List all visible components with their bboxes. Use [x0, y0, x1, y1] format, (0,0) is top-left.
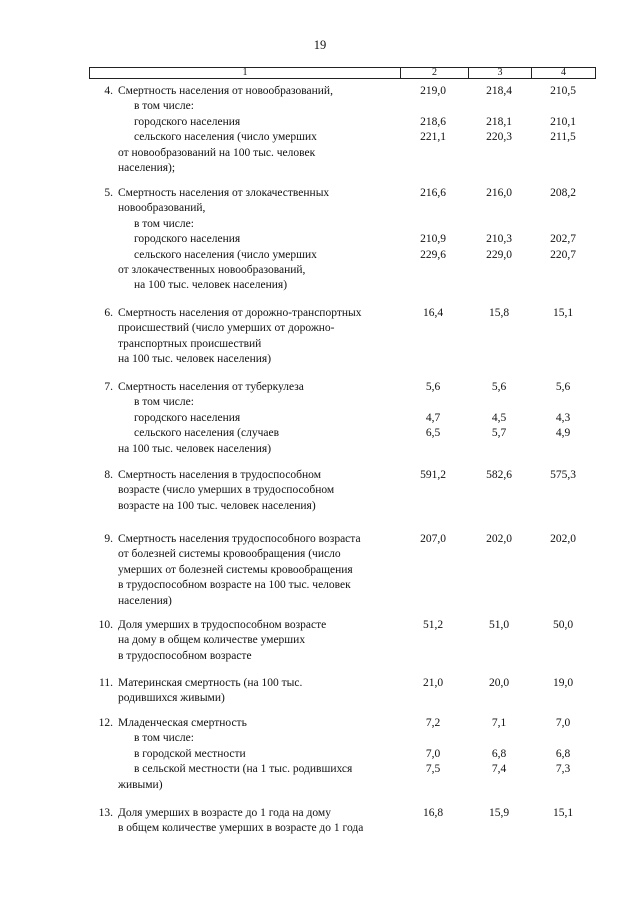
value-col-4: 15,1	[552, 307, 574, 319]
value-col-3: 6,8	[491, 747, 507, 760]
row-text-line: умерших от болезней системы кровообращения	[118, 563, 353, 576]
value-col-4: 211,5	[550, 131, 576, 144]
header-col-4: 4	[531, 68, 595, 78]
value-col-3: 220,3	[486, 131, 512, 144]
row-text-line: Материнская смертность (на 100 тыс.	[118, 677, 303, 689]
value-col-3: 5,6	[491, 381, 507, 393]
row-text-line: от новообразований на 100 тыс. человек	[118, 146, 316, 159]
value-col-2: 216,6	[420, 187, 446, 199]
value-col-3: 4,5	[491, 411, 507, 424]
row-text-line: от болезней системы кровообращения (число	[118, 548, 341, 561]
value-col-3: 218,4	[486, 85, 512, 97]
value-col-2: 229,6	[420, 248, 446, 261]
value-col-4: 5,6	[555, 381, 571, 393]
value-col-3: 202,0	[486, 533, 512, 545]
row-number: 7.	[104, 381, 113, 393]
value-col-2: 21,0	[422, 677, 444, 689]
row-text-line: в городской местности	[134, 747, 246, 760]
row-text-line: родившихся живыми)	[118, 692, 225, 705]
table-header	[89, 67, 596, 79]
value-col-4: 19,0	[552, 677, 574, 689]
value-col-2: 221,1	[420, 131, 446, 144]
row-number: 11.	[99, 677, 113, 689]
value-col-4: 50,0	[552, 619, 574, 631]
row-text-line: Смертность населения от злокачественных	[118, 187, 330, 199]
row-text-line: в том числе:	[134, 396, 194, 409]
row-text-line: возрасте на 100 тыс. человек населения)	[118, 499, 316, 512]
row-text-line: сельского населения (число умерших	[134, 131, 317, 144]
value-col-2: 6,5	[425, 427, 441, 440]
value-col-3: 229,0	[486, 248, 512, 261]
value-col-4: 210,5	[550, 85, 576, 97]
row-number: 12.	[98, 717, 113, 729]
row-text-line: на 100 тыс. человек населения)	[118, 442, 272, 455]
value-col-3: 15,9	[488, 807, 510, 819]
header-col-1: 1	[242, 67, 248, 78]
row-text-line: происшествий (число умерших от дорожно-	[118, 322, 335, 335]
row-text-line: возрасте (число умерших в трудоспособном	[118, 484, 335, 497]
row-number: 9.	[104, 533, 113, 545]
value-col-3: 7,1	[491, 717, 507, 729]
value-col-3: 51,0	[488, 619, 510, 631]
row-text-line: в общем количестве умерших в возрасте до 1 года	[118, 822, 364, 835]
value-col-4: 4,3	[555, 411, 571, 424]
row-text-line: Смертность населения от новообразований,	[118, 85, 333, 97]
row-text-line: в том числе:	[134, 100, 194, 113]
value-col-4: 7,0	[555, 717, 571, 729]
value-col-3: 15,8	[488, 307, 510, 319]
row-text-line: сельского населения (число умерших	[134, 248, 317, 261]
value-col-3: 20,0	[488, 677, 510, 689]
row-text-line: в том числе:	[134, 732, 194, 745]
row-text-line: Младенческая смертность	[118, 717, 247, 729]
value-col-4: 7,3	[555, 763, 571, 776]
value-col-2: 16,4	[422, 307, 444, 319]
header-col-3: 3	[468, 68, 531, 78]
row-text-line: Доля умерших в возрасте до 1 года на дому	[118, 807, 331, 819]
row-text-line: в трудоспособном возрасте на 100 тыс. человек	[118, 579, 351, 592]
value-col-2: 219,0	[420, 85, 446, 97]
row-text-line: городского населения	[134, 411, 241, 424]
row-text-line: на 100 тыс. человек населения)	[118, 353, 272, 366]
value-col-2: 4,7	[425, 411, 441, 424]
value-col-2: 591,2	[420, 469, 446, 481]
value-col-3: 7,4	[491, 763, 507, 776]
row-number: 5.	[104, 187, 113, 199]
value-col-4: 575,3	[550, 469, 576, 481]
header-col-2: 2	[400, 68, 468, 78]
row-text-line: Смертность населения в трудоспособном	[118, 469, 321, 481]
row-text-line: Смертность населения трудоспособного возраста	[118, 533, 361, 545]
row-text-line: живыми)	[118, 778, 163, 791]
row-number: 10.	[98, 619, 113, 631]
value-col-2: 218,6	[420, 115, 446, 128]
value-col-2: 207,0	[420, 533, 446, 545]
value-col-3: 5,7	[491, 427, 507, 440]
value-col-2: 16,8	[422, 807, 444, 819]
value-col-3: 582,6	[486, 469, 512, 481]
row-text-line: в сельской местности (на 1 тыс. родившихся	[134, 763, 353, 776]
row-text-line: в трудоспособном возрасте	[118, 649, 252, 662]
row-number: 4.	[104, 85, 113, 97]
row-text-line: Смертность населения от туберкулеза	[118, 381, 304, 393]
row-text-line: городского населения	[134, 115, 241, 128]
row-text-line: сельского населения (случаев	[134, 427, 280, 440]
row-text-line: Доля умерших в трудоспособном возрасте	[118, 619, 327, 631]
row-text-line: городского населения	[134, 233, 241, 246]
row-text-line: населения);	[118, 162, 176, 174]
page-number: 19	[313, 38, 327, 52]
row-text-line: населения)	[118, 594, 172, 607]
value-col-4: 202,7	[550, 233, 576, 246]
value-col-2: 7,2	[425, 717, 441, 729]
value-col-4: 202,0	[550, 533, 576, 545]
row-number: 8.	[104, 469, 113, 481]
value-col-3: 218,1	[486, 115, 512, 128]
row-text-line: новообразований,	[118, 202, 206, 215]
value-col-4: 210,1	[550, 115, 576, 128]
row-text-line: на 100 тыс. человек населения)	[134, 279, 288, 292]
row-text-line: в том числе:	[134, 217, 194, 230]
value-col-2: 51,2	[422, 619, 444, 631]
row-text-line: транспортных происшествий	[118, 337, 262, 350]
value-col-4: 4,9	[555, 427, 571, 440]
value-col-2: 210,9	[420, 233, 446, 246]
row-text-line: Смертность населения от дорожно-транспортных	[118, 307, 362, 319]
value-col-2: 7,5	[425, 763, 441, 776]
row-text-line: от злокачественных новообразований,	[118, 264, 306, 276]
value-col-4: 6,8	[555, 747, 571, 760]
row-text-line: на дому в общем количестве умерших	[118, 634, 306, 647]
value-col-4: 15,1	[552, 807, 574, 819]
row-number: 6.	[104, 307, 113, 319]
value-col-3: 216,0	[486, 187, 512, 199]
value-col-4: 220,7	[550, 248, 576, 261]
value-col-4: 208,2	[550, 187, 576, 199]
row-number: 13.	[98, 807, 113, 819]
value-col-2: 7,0	[425, 747, 441, 760]
value-col-3: 210,3	[486, 233, 512, 246]
value-col-2: 5,6	[425, 381, 441, 393]
